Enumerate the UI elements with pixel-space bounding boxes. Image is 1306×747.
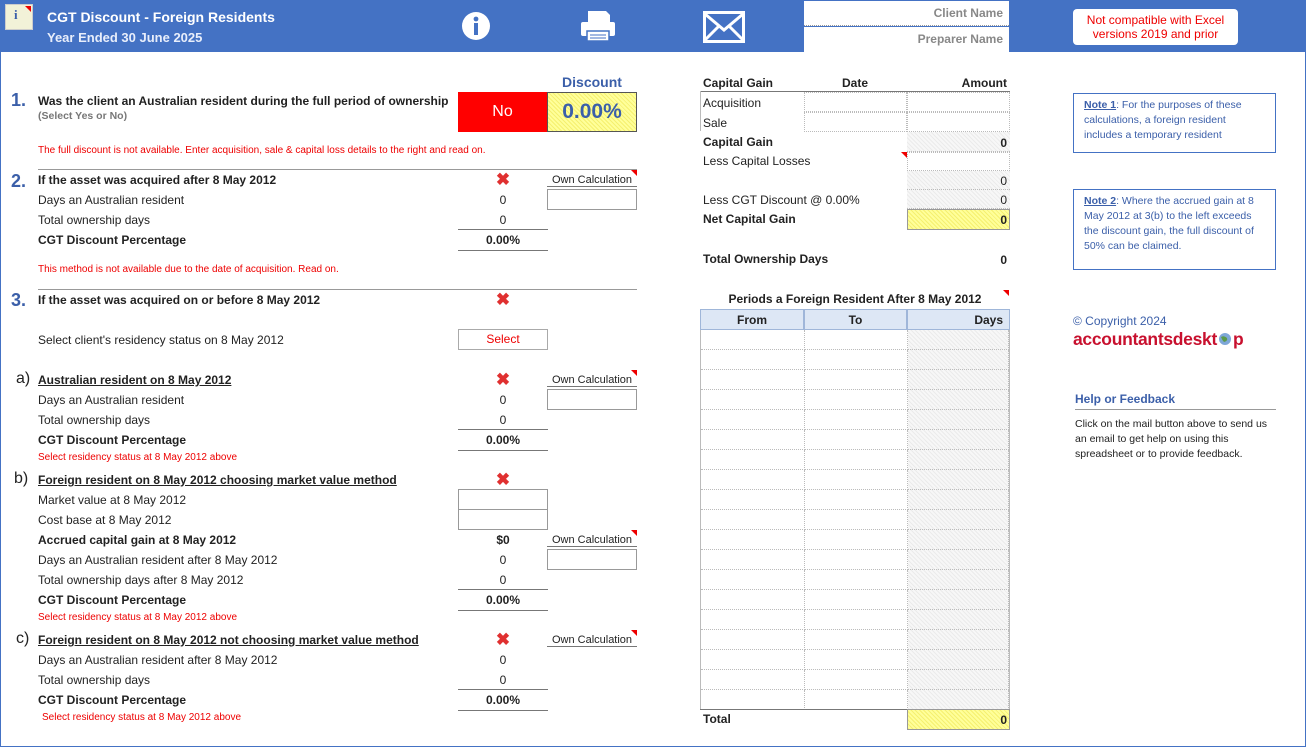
globe-icon [1218, 332, 1232, 346]
period-to-input[interactable] [805, 590, 908, 610]
brand-logo [1073, 329, 1243, 350]
period-to-input[interactable] [805, 630, 908, 650]
period-from-input[interactable] [701, 450, 805, 470]
q3c-row2-label: Total ownership days [38, 673, 151, 687]
period-from-input[interactable] [701, 530, 805, 550]
periods-row [701, 370, 1009, 390]
period-from-input[interactable] [701, 550, 805, 570]
period-days-cell [908, 590, 1009, 610]
period-days-cell [908, 510, 1009, 530]
period-days-cell [908, 330, 1009, 350]
sale-date-input[interactable] [804, 112, 907, 132]
period-days-cell [908, 550, 1009, 570]
q2-own-calc-label: Own Calculation [547, 174, 637, 187]
period-from-input[interactable] [701, 610, 805, 630]
periods-row [701, 510, 1009, 530]
q3c-row2-value: 0 [499, 673, 507, 687]
period-from-input[interactable] [701, 510, 805, 530]
q3-number: 3. [11, 290, 27, 310]
periods-row [701, 470, 1009, 490]
help-text: Click on the mail button above to send us an email to get help on using this spreadsheet or to provide feedback. [1075, 418, 1268, 460]
info-corner-label: i [14, 7, 18, 22]
q3b-own-calc-input[interactable] [547, 549, 637, 570]
periods-row [701, 410, 1009, 430]
period-from-input[interactable] [701, 370, 805, 390]
period-to-input[interactable] [805, 650, 908, 670]
q3b-title: Foreign resident on 8 May 2012 choosing market value method [38, 473, 397, 487]
note-2 [1073, 189, 1276, 270]
periods-row [701, 550, 1009, 570]
period-to-input[interactable] [805, 490, 908, 510]
gain-col-date: Date [841, 76, 868, 90]
q3b-row1-label: Days an Australian resident after 8 May 2012 [38, 553, 278, 567]
q3c-row1-label: Days an Australian resident after 8 May 2012 [38, 653, 278, 667]
periods-col-days: Days [907, 309, 1010, 330]
period-to-input[interactable] [805, 430, 908, 450]
info-icon[interactable] [461, 11, 491, 41]
period-to-input[interactable] [805, 610, 908, 630]
q2-title: If the asset was acquired after 8 May 2012 [38, 173, 277, 187]
acquisition-label: Acquisition [703, 96, 762, 110]
period-days-cell [908, 570, 1009, 590]
periods-row [701, 610, 1009, 630]
q3a-row2-value: 0 [499, 413, 507, 427]
sale-label: Sale [703, 116, 728, 130]
periods-total-label: Total [703, 712, 731, 726]
q3a-title: Australian resident on 8 May 2012 [38, 373, 232, 387]
period-to-input[interactable] [805, 410, 908, 430]
net-gain-value: 0 [1000, 213, 1007, 227]
help-title: Help or Feedback [1075, 392, 1276, 410]
mail-icon[interactable] [703, 11, 745, 43]
period-to-input[interactable] [805, 370, 908, 390]
q3c-letter: c) [16, 630, 30, 647]
comment-marker [631, 530, 637, 536]
note-1 [1073, 93, 1276, 153]
periods-row [701, 630, 1009, 650]
q3-title: If the asset was acquired on or before 8 May 2012 [38, 293, 321, 307]
periods-row [701, 690, 1009, 710]
q2-own-calc-input[interactable] [547, 189, 637, 210]
period-days-cell [908, 430, 1009, 450]
periods-col-from: From [700, 309, 804, 330]
periods-total-value: 0 [1000, 713, 1007, 727]
net-gain-label: Net Capital Gain [703, 212, 796, 226]
q3b-mv-label: Market value at 8 May 2012 [38, 493, 187, 507]
header-bar [1, 1, 1306, 52]
comment-marker [631, 170, 637, 176]
q3a-row3-label: CGT Discount Percentage [38, 433, 187, 447]
period-from-input[interactable] [701, 390, 805, 410]
gain-left-rule [700, 91, 701, 131]
q2-message: This method is not available due to the date of acquisition. Read on. [38, 264, 339, 275]
periods-row [701, 650, 1009, 670]
note-1-text: : For the purposes of these calculations, a foreign resident includes a temporary resident [1084, 99, 1242, 141]
cross-icon: ✖ [495, 630, 511, 649]
period-to-input[interactable] [805, 510, 908, 530]
periods-row [701, 390, 1009, 410]
capital-gain-value: 0 [1000, 136, 1007, 150]
periods-table-body [700, 330, 1010, 710]
period-days-cell [908, 670, 1009, 690]
q3c-discount-pct: 0.00% [458, 689, 548, 711]
gain-col-amount: Amount [961, 76, 1007, 90]
q3b-row2-value: 0 [499, 573, 507, 587]
q3a-row2-label: Total ownership days [38, 413, 151, 427]
printer-icon[interactable] [579, 9, 617, 43]
q3c-own-calc-label: Own Calculation [547, 634, 637, 647]
subtotal-value: 0 [1000, 174, 1007, 188]
cross-icon: ✖ [495, 170, 511, 189]
period-days-cell [908, 610, 1009, 630]
period-to-input[interactable] [805, 330, 908, 350]
page-subtitle: Year Ended 30 June 2025 [47, 30, 203, 45]
note-2-label: Note 2 [1084, 195, 1117, 207]
period-days-cell [908, 470, 1009, 490]
periods-row [701, 530, 1009, 550]
less-discount-value: 0 [1000, 193, 1007, 207]
market-value-input[interactable] [458, 489, 548, 510]
periods-row [701, 430, 1009, 450]
period-days-cell [908, 390, 1009, 410]
q3b-row3-label: CGT Discount Percentage [38, 593, 187, 607]
period-from-input[interactable] [701, 430, 805, 450]
info-corner-icon[interactable] [5, 4, 33, 30]
acquisition-date-input[interactable] [804, 92, 907, 112]
page-title: CGT Discount - Foreign Residents [47, 9, 275, 25]
q2-row2-label: Total ownership days [38, 213, 151, 227]
q3c-row3-label: CGT Discount Percentage [38, 693, 187, 707]
period-days-cell [908, 650, 1009, 670]
periods-row [701, 490, 1009, 510]
q3-select-label: Select client's residency status on 8 May 2012 [38, 333, 284, 347]
q1-number: 1. [11, 90, 27, 110]
capital-losses-input[interactable] [907, 152, 1010, 171]
section-divider [38, 289, 637, 290]
periods-row [701, 450, 1009, 470]
q2-row3-label: CGT Discount Percentage [38, 233, 187, 247]
periods-row [701, 330, 1009, 350]
brand-logo-text-a: accountantsdeskt [1073, 329, 1217, 349]
comment-marker [631, 370, 637, 376]
q3a-letter: a) [16, 370, 31, 387]
total-ownership-value: 0 [1000, 253, 1007, 267]
q2-row1-value: 0 [499, 193, 507, 207]
cross-icon: ✖ [495, 470, 511, 489]
period-from-input[interactable] [701, 690, 805, 710]
q3b-letter: b) [14, 470, 29, 487]
period-days-cell [908, 410, 1009, 430]
periods-row [701, 570, 1009, 590]
q3b-row1-value: 0 [499, 553, 507, 567]
period-days-cell [908, 530, 1009, 550]
gain-col-label: Capital Gain [703, 76, 774, 90]
section-divider [38, 169, 637, 170]
q2-row1-label: Days an Australian resident [38, 193, 185, 207]
discount-header: Discount [562, 74, 622, 90]
capital-gain-label: Capital Gain [703, 135, 774, 149]
q3a-own-calc-input[interactable] [547, 389, 637, 410]
period-from-input[interactable] [701, 470, 805, 490]
periods-row [701, 670, 1009, 690]
q3c-title: Foreign resident on 8 May 2012 not choosing market value method [38, 633, 419, 647]
period-to-input[interactable] [805, 390, 908, 410]
period-from-input[interactable] [701, 410, 805, 430]
cross-icon: ✖ [495, 290, 511, 309]
total-ownership-label: Total Ownership Days [703, 252, 829, 266]
period-days-cell [908, 630, 1009, 650]
comment-marker [631, 630, 637, 636]
compat-notice: Not compatible with Excel versions 2019 and prior [1073, 9, 1238, 45]
period-days-cell [908, 490, 1009, 510]
q3b-acg-value: $0 [496, 533, 510, 547]
period-days-cell [908, 690, 1009, 710]
q1-hint: (Select Yes or No) [38, 110, 128, 122]
q3c-message: Select residency status at 8 May 2012 above [42, 712, 242, 723]
period-from-input[interactable] [701, 650, 805, 670]
q3b-row2-label: Total ownership days after 8 May 2012 [38, 573, 244, 587]
acquisition-amount-input[interactable] [907, 92, 1010, 112]
residency-status-select[interactable]: Select [458, 329, 548, 350]
brand-logo-text-b: p [1233, 329, 1244, 349]
q1-question: Was the client an Australian resident during the full period of ownership [38, 94, 449, 108]
q3a-message: Select residency status at 8 May 2012 above [38, 452, 238, 463]
period-days-cell [908, 370, 1009, 390]
q2-row2-value: 0 [499, 213, 507, 227]
period-to-input[interactable] [805, 350, 908, 370]
period-from-input[interactable] [701, 590, 805, 610]
q3b-message: Select residency status at 8 May 2012 above [38, 612, 238, 623]
sale-amount-input[interactable] [907, 112, 1010, 132]
note-2-text: : Where the accrued gain at 8 May 2012 at 3(b) to the left exceeds the discount gain, the full discount of 50% can be claimed. [1084, 195, 1254, 252]
periods-row [701, 590, 1009, 610]
q2-number: 2. [11, 171, 27, 191]
q3c-row1-value: 0 [499, 653, 507, 667]
q3a-discount-pct: 0.00% [458, 429, 548, 451]
period-from-input[interactable] [701, 570, 805, 590]
period-from-input[interactable] [701, 350, 805, 370]
q3b-discount-pct: 0.00% [458, 589, 548, 611]
q2-discount-pct: 0.00% [458, 229, 548, 251]
resident-answer-select[interactable]: No [458, 92, 547, 132]
q3a-row1-value: 0 [499, 393, 507, 407]
cost-base-input[interactable] [458, 509, 548, 530]
period-from-input[interactable] [701, 330, 805, 350]
client-name-field[interactable]: Client Name [804, 1, 1009, 26]
comment-marker [1003, 290, 1009, 296]
q3a-own-calc-label: Own Calculation [547, 374, 637, 387]
period-from-input[interactable] [701, 670, 805, 690]
q3b-acg-label: Accrued capital gain at 8 May 2012 [38, 533, 237, 547]
periods-col-to: To [804, 309, 907, 330]
period-days-cell [908, 350, 1009, 370]
q3b-cb-label: Cost base at 8 May 2012 [38, 513, 172, 527]
period-from-input[interactable] [701, 490, 805, 510]
period-to-input[interactable] [805, 690, 908, 710]
less-discount-label: Less CGT Discount @ 0.00% [703, 193, 860, 207]
period-to-input[interactable] [805, 570, 908, 590]
periods-row [701, 350, 1009, 370]
less-losses-label: Less Capital Losses [703, 154, 811, 168]
q1-message: The full discount is not available. Enter acquisition, sale & capital loss details to the right and read on. [38, 145, 486, 156]
period-to-input[interactable] [805, 530, 908, 550]
note-1-label: Note 1 [1084, 99, 1117, 111]
period-days-cell [908, 450, 1009, 470]
period-to-input[interactable] [805, 450, 908, 470]
preparer-name-field[interactable]: Preparer Name [804, 27, 1009, 52]
period-to-input[interactable] [805, 470, 908, 490]
comment-marker [25, 6, 31, 12]
copyright: © Copyright 2024 [1073, 314, 1167, 328]
cross-icon: ✖ [495, 370, 511, 389]
period-to-input[interactable] [805, 550, 908, 570]
periods-title: Periods a Foreign Resident After 8 May 2012 [728, 292, 982, 306]
q3b-own-calc-label: Own Calculation [547, 534, 637, 547]
period-to-input[interactable] [805, 670, 908, 690]
q3a-row1-label: Days an Australian resident [38, 393, 185, 407]
discount-value: 0.00% [547, 92, 637, 132]
period-from-input[interactable] [701, 630, 805, 650]
